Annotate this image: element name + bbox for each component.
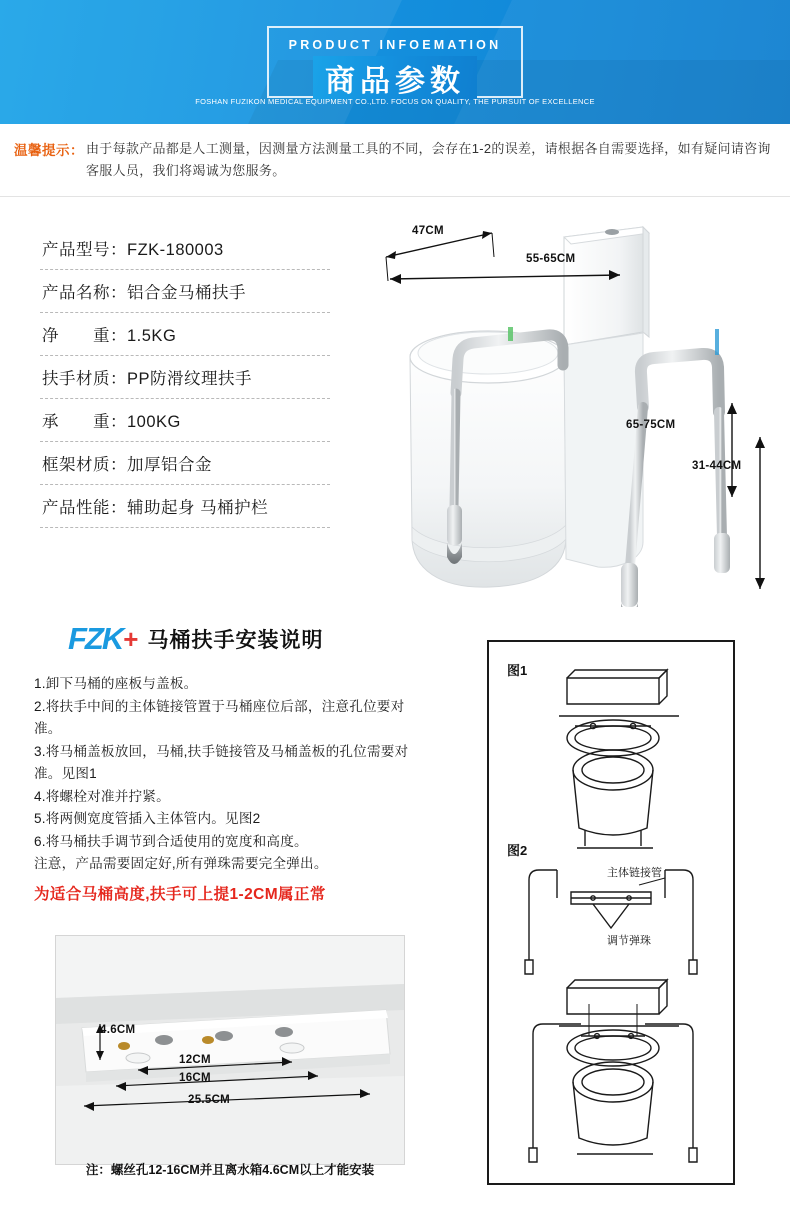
assembly-diagram	[489, 642, 733, 1183]
assembly-diagram-panel	[487, 640, 735, 1185]
callout-main-tube: 主体链接管	[607, 867, 662, 879]
brand-logo	[68, 623, 323, 654]
install-steps	[34, 673, 424, 904]
install-step: 2.将扶手中间的主体链接管置于马桶座位后部，注意孔位要对准。	[34, 698, 405, 736]
figure-2-label: 图2	[507, 843, 528, 858]
header-subtitle: FOSHAN FUZIKON MEDICAL EQUIPMENT CO.,LTD. FOCUS ON QUALITY, THE PURSUIT OF EXCELLENCE	[195, 97, 595, 106]
install-step: 1.卸下马桶的座板与盖板。	[34, 676, 198, 691]
install-step: 4.将螺栓对准并拧紧。	[34, 788, 170, 804]
photo-dim-46cm: 4.6CM	[100, 1024, 136, 1036]
figure-1-label: 图1	[507, 663, 528, 678]
tip-bar	[0, 124, 790, 197]
product-illustration	[340, 207, 780, 607]
mounting-hole-photo	[55, 935, 405, 1165]
dimension-label-width-range: 55-65CM	[526, 253, 576, 265]
callout-adjust-bead: 调节弹珠	[607, 935, 651, 947]
photo-dim-16cm: 16CM	[179, 1072, 211, 1084]
tip-text: 由于每款产品都是人工测量，因测量方法测量工具的不同，会存在1-2的误差，请根据各自需要选择，如有疑问请咨询客服人员，我们将竭诚为您服务。	[86, 141, 771, 178]
header-title-cn-wrap	[0, 58, 790, 102]
install-title: 马桶扶手安装说明	[147, 628, 324, 652]
install-step: 6.将马桶扶手调节到合适使用的宽度和高度。	[34, 833, 308, 849]
header-title-cn: 商品参数	[313, 56, 477, 100]
spec-row: 产品性能：辅助起身 马桶护栏	[40, 485, 330, 528]
tip-label: 温馨提示：	[14, 143, 84, 158]
spec-section	[0, 197, 790, 617]
plus-icon: +	[123, 623, 139, 654]
install-note: 为适合马桶高度,扶手可上提1-2CM属正常	[34, 885, 326, 903]
photo-dim-12cm: 12CM	[179, 1054, 211, 1066]
spec-row: 产品名称：铝合金马桶扶手	[40, 270, 330, 313]
install-step: 5.将两侧宽度管插入主体管内。见图2	[34, 811, 261, 826]
mounting-bracket-drawing	[56, 936, 404, 1164]
header-title-en: PRODUCT INFOEMATION	[288, 38, 502, 52]
spec-row: 扶手材质：PP防滑纹理扶手	[40, 356, 330, 399]
photo-caption: 注：螺丝孔12-16CM并且离水箱4.6CM以上才能安装	[85, 1163, 375, 1177]
toilet-handrail-drawing	[340, 207, 780, 607]
spec-list	[40, 227, 330, 528]
install-step: 3.将马桶盖板放回，马桶,扶手链接管及马桶盖板的孔位需要对准。见图1	[34, 743, 409, 781]
brand-logo-text: FZK	[68, 621, 123, 656]
spec-row: 净 重：1.5KG	[40, 313, 330, 356]
spec-row: 框架材质：加厚铝合金	[40, 442, 330, 485]
spec-row: 产品型号：FZK-180003	[40, 227, 330, 270]
photo-dim-255cm: 25.5CM	[188, 1094, 231, 1106]
page-header	[0, 0, 790, 124]
spec-row: 承 重：100KG	[40, 399, 330, 442]
install-step: 注意，产品需要固定好,所有弹珠需要完全弹出。	[34, 856, 328, 871]
dimension-label-leg-range: 31-44CM	[692, 460, 742, 472]
dimension-label-height-range: 65-75CM	[626, 419, 676, 431]
dimension-label-width-top: 47CM	[412, 225, 444, 237]
